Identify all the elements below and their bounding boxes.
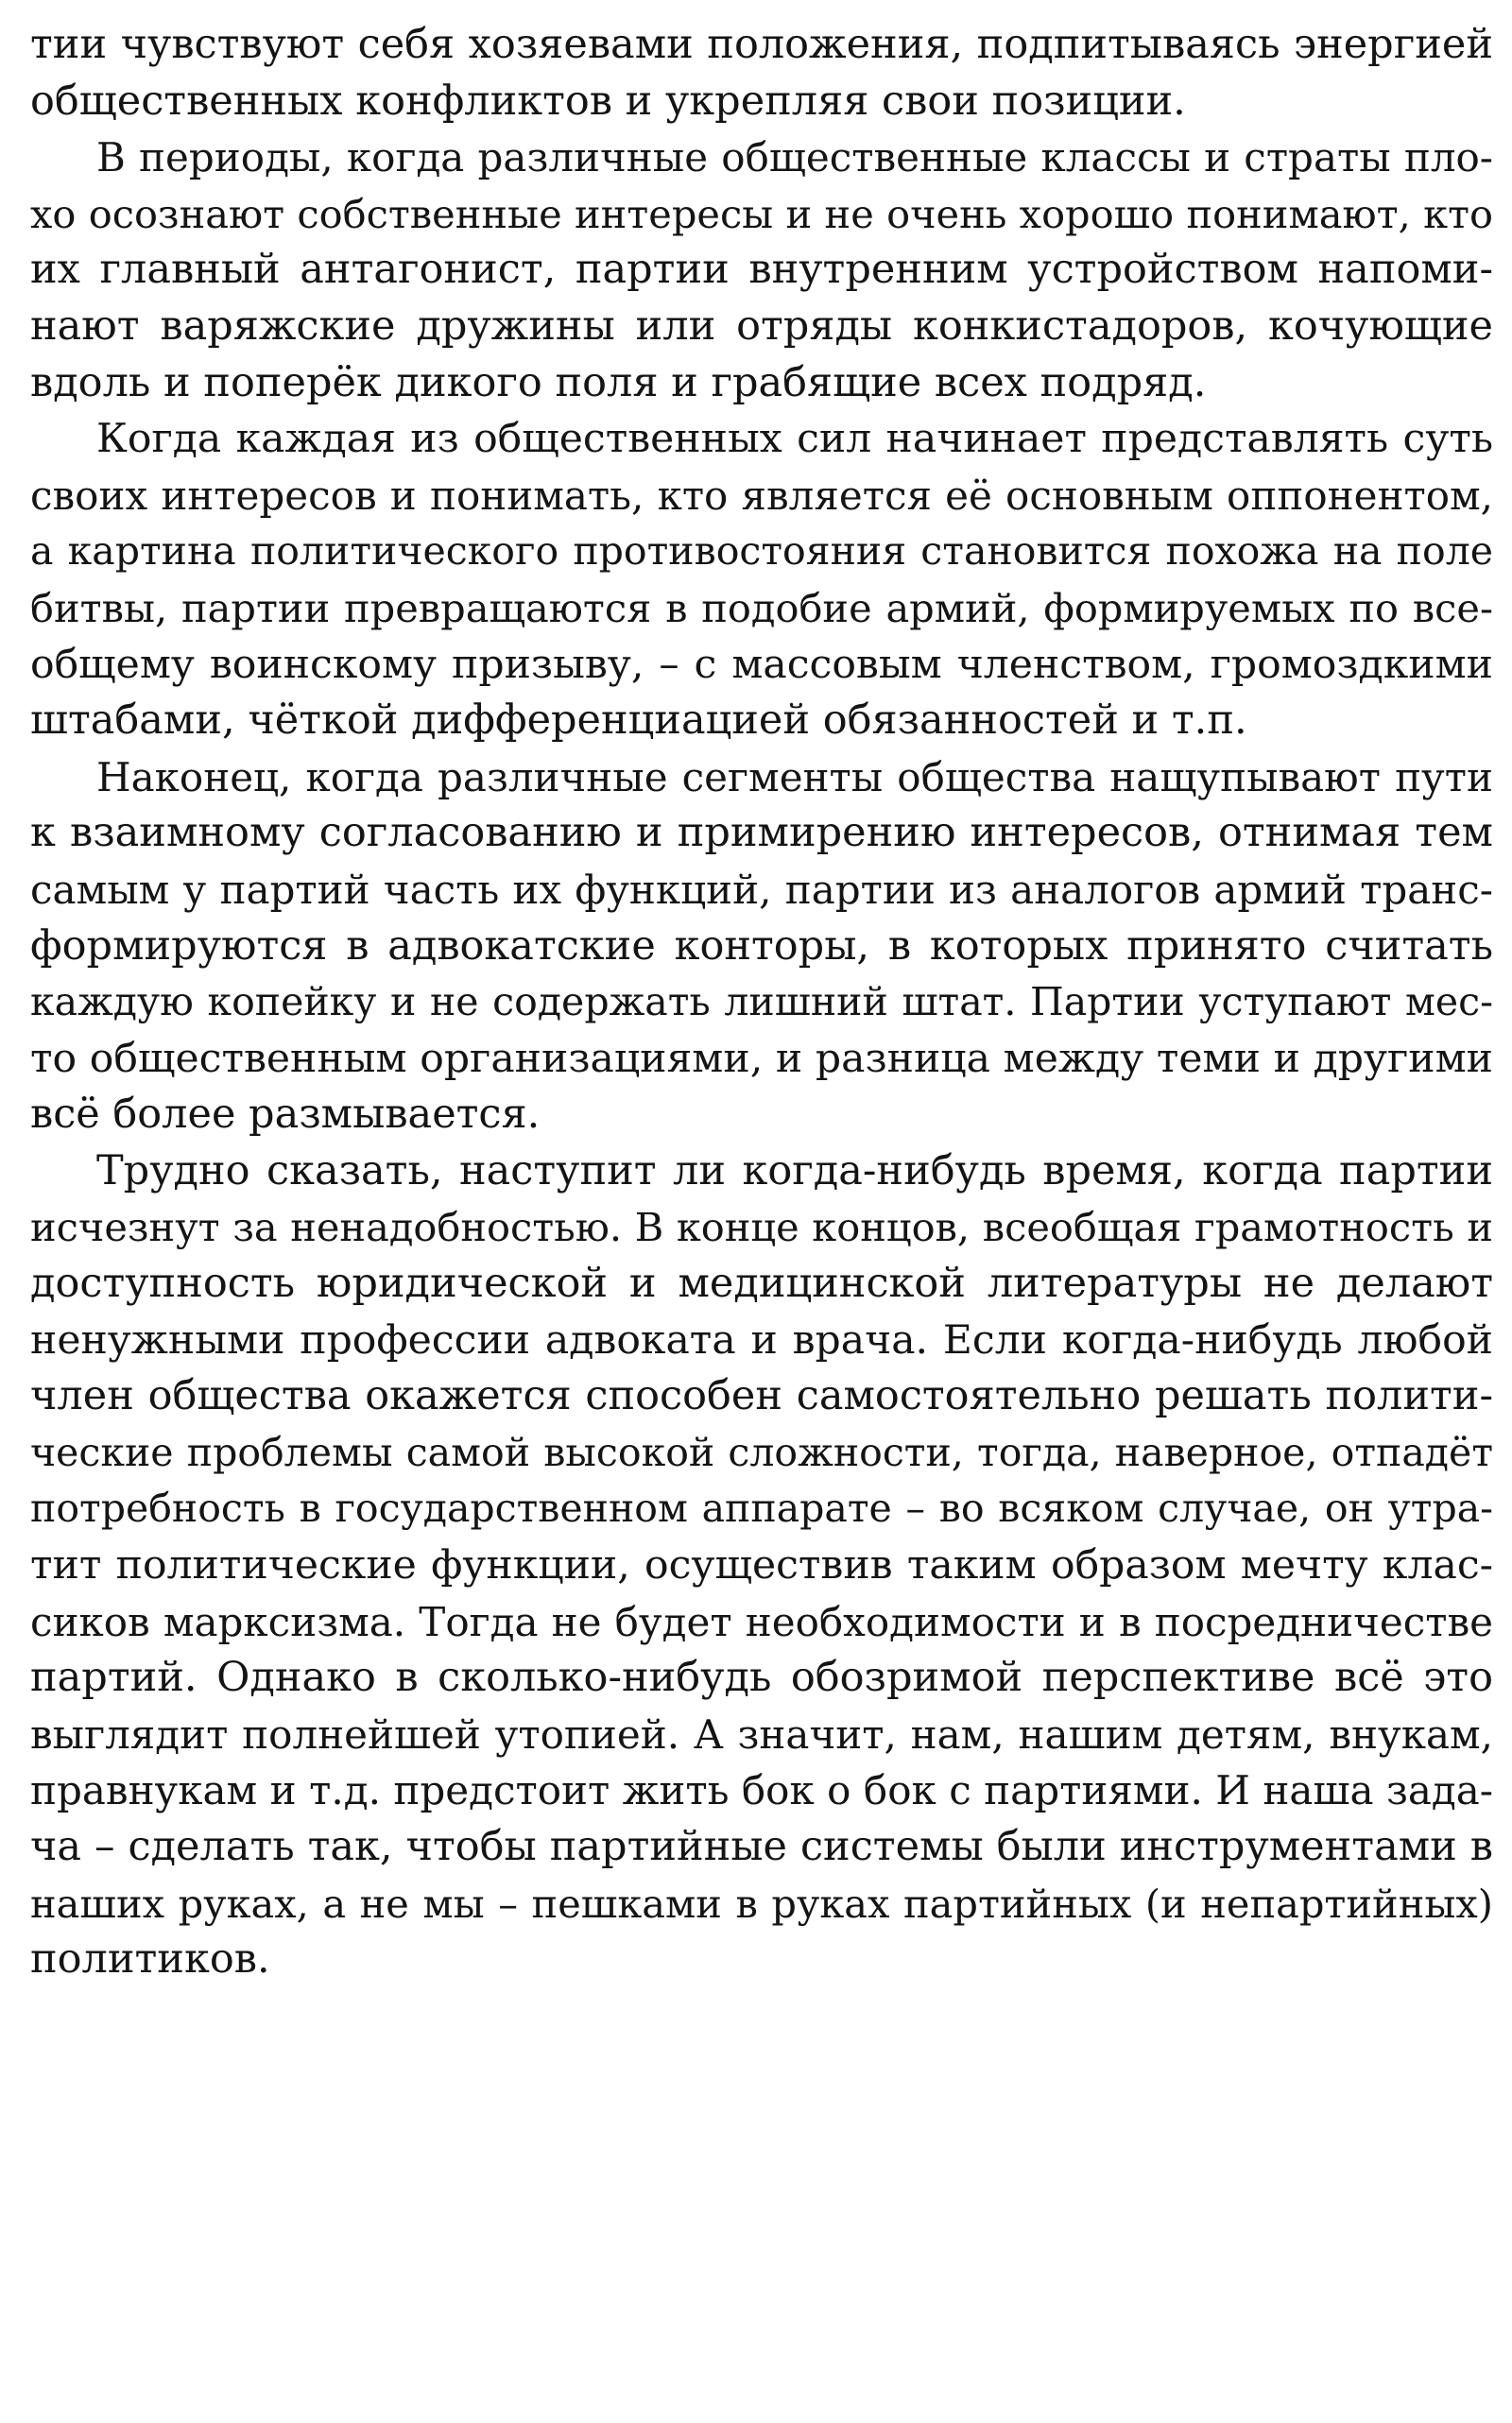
text-line: их главный антагонист, партии внутренним устройством напоми- [30,246,1493,294]
text-line: сиков марксизма. Тогда не будет необходимости и в посредничестве [30,1598,1493,1645]
text-line: формируются в адвокатские конторы, в которых принято считать [30,921,1493,970]
text-line: выглядит полнейшей утопией. А значит, нам, нашим детям, внукам, [30,1710,1493,1758]
text-line: к взаимному согласованию и примирению интересов, отнимая тем [30,809,1493,857]
text-line: хо осознают собственные интересы и не очень хорошо понимают, кто [30,190,1493,237]
text-line: тит политические функции, осуществив таким образом мечту клас- [30,1542,1493,1590]
text-line: своих интересов и понимать, кто является её основным оппонентом, [30,472,1493,519]
text-line: вдоль и поперёк дикого поля и грабящие всех подряд. [30,358,1207,406]
book-page-text [30,17,1493,1988]
text-line: то общественным организациями, и разница между теми и другими [30,1035,1493,1082]
text-line: Наконец, когда различные сегменты общества нащупывают пути [96,753,1493,800]
text-line: член общества окажется способен самостоятельно решать полити- [30,1372,1493,1420]
text-line: политиков. [30,1935,270,1984]
text-line: правнукам и т.д. предстоит жить бок о бок с партиями. И наша зада- [30,1767,1493,1814]
text-line: ча – сделать так, чтобы партийные системы были инструментами в [30,1823,1493,1870]
text-line: нают варяжские дружины или отряды конкистадоров, кочующие [30,301,1493,350]
text-line: исчезнут за ненадобностью. В конце концов, всеобщая грамотность и [30,1204,1493,1251]
text-line: Когда каждая из общественных сил начинает представлять суть [96,416,1493,463]
text-line: а картина политического противостояния становится похожа на поле [30,528,1493,575]
text-line: штабами, чёткой дифференциацией обязанностей и т.п. [30,696,1247,745]
text-line: самым у партий часть их функций, партии из аналогов армий транс- [30,866,1493,913]
text-line: каждую копейку и не содержать лишний штат. Партии уступают мес- [30,979,1493,1025]
text-line: ческие проблемы самой высокой сложности, тогда, наверное, отпадёт [30,1429,1493,1475]
text-line: тии чувствуют себя хозяевами положения, подпитываясь энергией [30,21,1493,68]
text-line: доступность юридической и медицинской литературы не делают [30,1260,1493,1308]
text-line: общественных конфликтов и укрепляя свои позиции. [30,77,1186,125]
text-line: В периоды, когда различные общественные классы и страты пло- [96,134,1493,181]
text-line: всё более размывается. [30,1091,541,1139]
text-line: потребность в государственном аппарате – во всяком случае, он утра- [30,1486,1493,1532]
text-line: наших руках, а не мы – пешками в руках партийных (и непартийных) [30,1880,1493,1927]
text-line: Трудно сказать, наступит ли когда-нибудь время, когда партии [96,1146,1493,1194]
text-line: партий. Однако в сколько-нибудь обозримой перспективе всё это [30,1654,1493,1702]
text-line: общему воинскому призыву, – с массовым членством, громоздкими [30,641,1493,688]
text-line: битвы, партии превращаются в подобие армий, формируемых по все- [30,584,1493,631]
text-line: ненужными профессии адвоката и врача. Если когда-нибудь любой [30,1316,1493,1364]
